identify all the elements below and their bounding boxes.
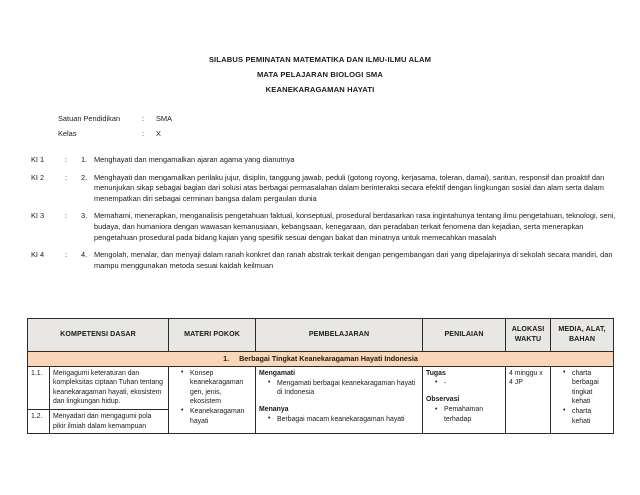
ki3-text: Memahami, menerapkan, menganalisis pengetahuan faktual, konseptual, prosedural berdasarkan rasa ingintahunya tentang ilmu pengetahuan, teknologi, seni, budaya, dan humaniora dengan wawasan kemanusiaan, kebangsaan, kenegaraan, dan peradaban terkait fenomena dan kejadian, serta menerapkan pengetahuan prosedural pada bidang kajian yang spesifik sesuai dengan bakat dan minatnya untuk memecahkan masalah bbox=[94, 211, 616, 242]
meta-label-kelas: Kelas bbox=[58, 129, 77, 138]
header-penilaian: PENILAIAN bbox=[423, 319, 506, 352]
core-competency-ki1 bbox=[31, 155, 628, 166]
header-kompetensi-dasar: KOMPETENSI DASAR bbox=[28, 319, 169, 352]
list-item: • Berbagai macam keanekaragaman hayati bbox=[268, 415, 419, 425]
header-alokasi-waktu bbox=[506, 319, 551, 352]
title-line-2: MATA PELAJARAN BIOLOGI SMA bbox=[256, 70, 384, 79]
header-media-line2: BAHAN bbox=[568, 335, 596, 343]
meta-label-satuan-pendidikan: Satuan Pendidikan bbox=[58, 114, 121, 123]
ki4-text: Mengolah, menalar, dan menyaji dalam ranah konkret dan ranah abstrak terkait dengan pengembangan dari yang dipelajarinya di sekolah secara mandiri, dan mampu menggunakan metoda sesuai kaidah keilmuan bbox=[94, 250, 613, 270]
ki3-number: 3. bbox=[81, 211, 88, 221]
kd-number-1-2: 1.2. bbox=[28, 409, 50, 433]
silabus-table-wrapper bbox=[27, 318, 613, 434]
ki2-key: KI 2 bbox=[31, 172, 45, 182]
kd-text-1-1: Mengagumi keteraturan dan kompleksitas ciptaan Tuhan tentang keanekaragaman hayati, ekosistem dan lingkungan hidup. bbox=[50, 366, 169, 409]
list-item: • Keanekaragaman hayati bbox=[181, 407, 252, 426]
penilaian-spacer bbox=[426, 388, 502, 395]
list-item: • Mengamati berbagai keanekaragaman hayati di Indonesia bbox=[268, 379, 419, 398]
ki1-text: Menghayati dan mengamalkan ajaran agama yang dianutnya bbox=[94, 155, 295, 164]
meta-row-kelas bbox=[58, 126, 640, 141]
ki3-key: KI 3 bbox=[31, 211, 45, 221]
section-number: 1. bbox=[223, 354, 230, 363]
core-competency-ki2 bbox=[31, 173, 628, 205]
materi-pokok-list bbox=[172, 369, 252, 427]
cell-materi-pokok bbox=[169, 366, 256, 434]
header-media-alat-bahan bbox=[551, 319, 614, 352]
header-alokasi-waktu-line1: ALOKASI bbox=[511, 325, 545, 334]
pembelajaran-list-mengamati bbox=[259, 379, 419, 398]
silabus-table bbox=[27, 318, 614, 434]
ki2-number: 2. bbox=[81, 172, 88, 182]
ki1-key: KI 1 bbox=[31, 155, 45, 164]
meta-colon-satuan-pendidikan: : bbox=[142, 114, 145, 123]
section-row-cell bbox=[28, 352, 614, 367]
penilaian-group-title-observasi: Observasi bbox=[426, 396, 460, 404]
media-list bbox=[554, 369, 610, 427]
table-header-row bbox=[28, 319, 614, 352]
meta-colon-kelas: : bbox=[142, 129, 145, 138]
ki4-number: 4. bbox=[81, 250, 88, 260]
header-media-line1: MEDIA, ALAT, bbox=[558, 325, 606, 334]
pembelajaran-group-title-mengamati: Mengamati bbox=[259, 369, 296, 377]
document-titles bbox=[0, 0, 640, 97]
meta-row-satuan-pendidikan bbox=[58, 111, 640, 126]
pembelajaran-spacer bbox=[259, 398, 419, 405]
ki1-colon: : bbox=[65, 155, 68, 164]
ki2-text: Menghayati dan mengamalkan perilaku jujur, disiplin, tanggung jawab, peduli (gotong royong, kerjasama, toleran, damai), santun, responsif dan proaktif dan menunjukan sikap sebagai bagian dari solusi atas berbagai permasalahan dalam berinteraksi secara efektif dengan lingkungan sosial dan alam serta dalam menempatkan diri sebagai cerminan bangsa dalam pergaulan dunia bbox=[94, 172, 605, 203]
ki3-colon: : bbox=[65, 211, 68, 221]
title-line-1: SILABUS PEMINATAN MATEMATIKA DAN ILMU-ILMU ALAM bbox=[208, 55, 432, 64]
penilaian-group-title-tugas: Tugas bbox=[426, 369, 446, 377]
meta-value-kelas: X bbox=[156, 129, 161, 138]
cell-media-alat-bahan bbox=[551, 366, 614, 434]
pembelajaran-group-title-menanya: Menanya bbox=[259, 405, 289, 413]
kd-number-1-1: 1.1. bbox=[28, 366, 50, 409]
list-item: • - bbox=[435, 379, 502, 389]
penilaian-list-observasi bbox=[426, 405, 502, 424]
ki1-number: 1. bbox=[81, 155, 88, 164]
table-row bbox=[28, 366, 614, 409]
header-materi-pokok: MATERI POKOK bbox=[169, 319, 256, 352]
pembelajaran-list-menanya bbox=[259, 415, 419, 425]
title-line-3: KEANEKARAGAMAN HAYATI bbox=[265, 85, 375, 94]
cell-pembelajaran bbox=[256, 366, 423, 434]
cell-alokasi-waktu: 4 minggu x 4 JP bbox=[506, 366, 551, 434]
list-item: • charta kehati bbox=[563, 407, 610, 426]
cell-penilaian bbox=[423, 366, 506, 434]
core-competency-list bbox=[0, 155, 640, 271]
document-meta bbox=[0, 111, 640, 141]
section-title: Berbagai Tingkat Keanekaragaman Hayati Indonesia bbox=[239, 354, 418, 363]
ki4-colon: : bbox=[65, 250, 68, 260]
header-alokasi-waktu-line2: WAKTU bbox=[514, 335, 542, 343]
meta-value-satuan-pendidikan: SMA bbox=[156, 114, 173, 123]
core-competency-ki4 bbox=[31, 250, 628, 271]
ki4-key: KI 4 bbox=[31, 250, 45, 260]
table-section-row bbox=[28, 352, 614, 367]
penilaian-list-tugas bbox=[426, 379, 502, 389]
list-item: • Pemahaman terhadap bbox=[435, 405, 502, 424]
ki2-colon: : bbox=[65, 172, 68, 182]
header-pembelajaran: PEMBELAJARAN bbox=[256, 319, 423, 352]
kd-text-1-2: Menyadari dan mengagumi pola pikir ilmiah dalam kemampuan bbox=[50, 409, 169, 433]
list-item: • charta berbagai tingkat kehati bbox=[563, 369, 610, 407]
core-competency-ki3 bbox=[31, 211, 628, 243]
list-item: • Konsep keanekaragaman gen, jenis, ekosistem bbox=[181, 369, 252, 407]
